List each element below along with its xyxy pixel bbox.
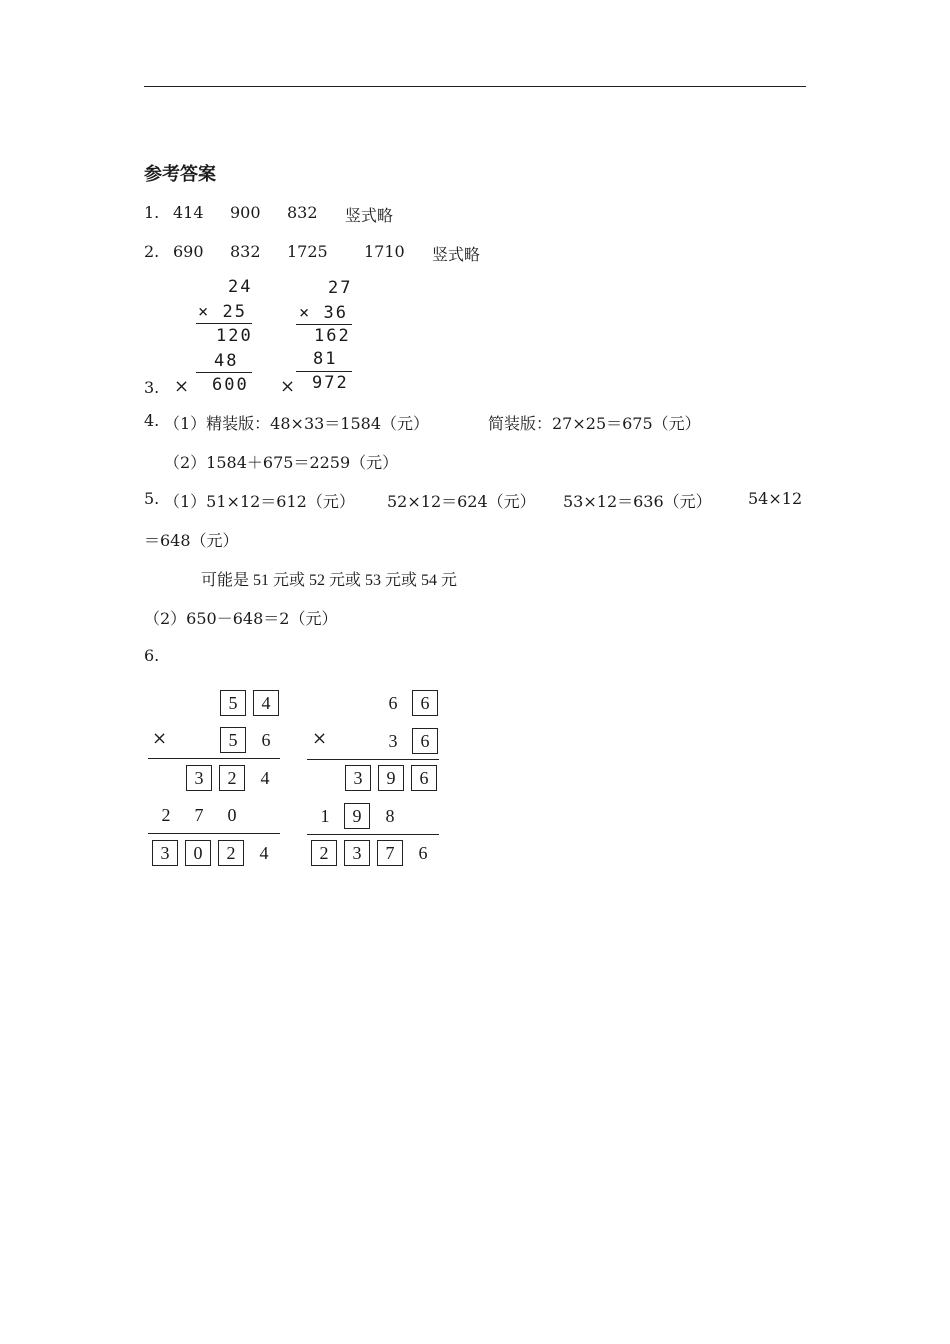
calc2-rule-2 <box>296 371 352 372</box>
calc1-result: 600 <box>212 375 249 395</box>
q1-answer-b: 900 <box>230 203 261 222</box>
q5-line1-b: 52×12＝624（元） <box>387 492 536 511</box>
digit-box: 9 <box>378 765 404 791</box>
calc2-multiplier: × 36 <box>299 303 348 323</box>
calc2-partial-1: 162 <box>314 326 351 346</box>
q4-line1-part1: （1）精装版：48×33＝1584（元） <box>164 414 430 433</box>
q1-number: 1. <box>144 203 160 222</box>
calc1-rule-1 <box>196 323 252 324</box>
q5-line1-c: 53×12＝636（元） <box>563 492 712 511</box>
digit-box: 3 <box>344 840 370 866</box>
digit-box: 3 <box>345 765 371 791</box>
digit-box: 6 <box>412 728 438 754</box>
calc2-top: 27 <box>328 278 353 298</box>
divider-line <box>307 759 439 760</box>
digit-box: 2 <box>219 765 245 791</box>
divider-line <box>148 758 280 759</box>
digit: 4 <box>259 842 269 863</box>
digit: 0 <box>227 804 237 825</box>
calc2-rule-1 <box>296 324 352 325</box>
digit-box: 5 <box>220 727 246 753</box>
digit-box: 2 <box>218 840 244 866</box>
q2-number: 2. <box>144 242 160 261</box>
times-sign: × <box>152 728 168 749</box>
digit-box: 3 <box>186 765 212 791</box>
q1-answer-a: 414 <box>173 203 204 222</box>
q3-number: 3. <box>144 378 160 397</box>
q2-answer-a: 690 <box>173 242 204 261</box>
q2-answer-d: 1710 <box>364 242 405 261</box>
q4-line1-part2: 简装版：27×25＝675（元） <box>488 414 701 433</box>
digit-box: 5 <box>220 690 246 716</box>
divider-line <box>148 833 280 834</box>
digit-box: 4 <box>253 690 279 716</box>
calc2-partial-2: 81 <box>313 349 338 369</box>
calc2-result: 972 <box>312 373 349 393</box>
digit: 6 <box>418 842 428 863</box>
q2-note: 竖式略 <box>432 245 481 264</box>
header-rule <box>144 86 806 87</box>
calc1-partial-2: 48 <box>214 351 239 371</box>
digit-box: 6 <box>411 765 437 791</box>
digit: 7 <box>194 804 204 825</box>
digit: 4 <box>260 767 270 788</box>
calc1-top: 24 <box>228 277 253 297</box>
q5-line2: ＝648（元） <box>144 531 239 550</box>
digit: 6 <box>388 692 398 713</box>
q4-number: 4. <box>144 411 160 430</box>
q4-line2: （2）1584＋675＝2259（元） <box>164 453 399 472</box>
digit-box: 3 <box>152 840 178 866</box>
digit: 8 <box>385 805 395 826</box>
calc1-rule-2 <box>196 372 252 373</box>
q1-note: 竖式略 <box>345 206 394 225</box>
calc1-partial-1: 120 <box>216 326 253 346</box>
q5-line1-d: 54×12 <box>748 489 803 508</box>
q5-number: 5. <box>144 489 160 508</box>
digit-box: 6 <box>412 690 438 716</box>
digit-box: 7 <box>377 840 403 866</box>
digit: 2 <box>161 804 171 825</box>
q3-mark-1: × <box>174 376 190 397</box>
q2-answer-b: 832 <box>230 242 261 261</box>
digit-box: 2 <box>311 840 337 866</box>
q2-answer-c: 1725 <box>287 242 328 261</box>
page-title: 参考答案 <box>144 164 216 185</box>
digit: 6 <box>261 729 271 750</box>
q3-mark-2: × <box>280 376 296 397</box>
calc1-multiplier: × 25 <box>198 302 247 322</box>
q5-line1-a: （1）51×12＝612（元） <box>164 492 355 511</box>
q1-answer-c: 832 <box>287 203 318 222</box>
q5-line3: 可能是 51 元或 52 元或 53 元或 54 元 <box>201 572 458 589</box>
q5-line4: （2）650－648＝2（元） <box>144 609 338 628</box>
digit: 3 <box>388 730 398 751</box>
digit-box: 0 <box>185 840 211 866</box>
digit-box: 9 <box>344 803 370 829</box>
digit: 1 <box>320 805 330 826</box>
q6-number: 6. <box>144 646 160 665</box>
divider-line <box>307 834 439 835</box>
times-sign: × <box>312 728 328 749</box>
